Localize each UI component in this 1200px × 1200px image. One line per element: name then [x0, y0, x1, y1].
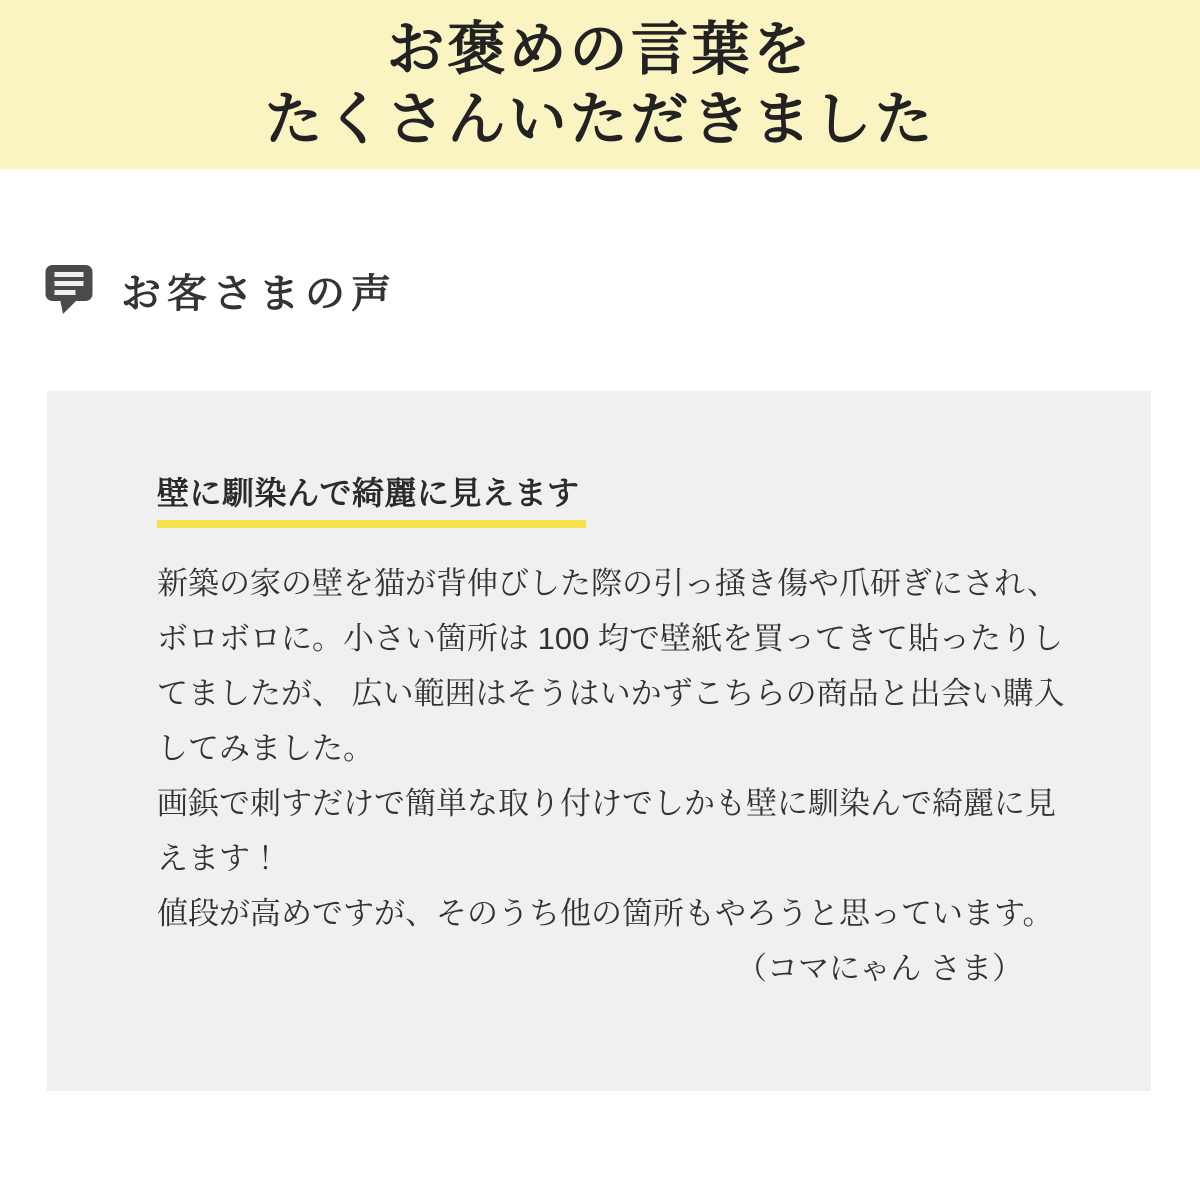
review-title: 壁に馴染んで綺麗に見えます: [157, 475, 586, 528]
review-body-line: えます！: [157, 841, 281, 876]
section-title: お客さまの声: [121, 271, 397, 316]
review-body-line: 画鋲で刺すだけで簡単な取り付けでしかも壁に馴染んで綺麗に見: [157, 786, 1056, 821]
review-card: [47, 391, 1151, 1091]
banner-title-line2: たくさんいただきました: [264, 86, 936, 152]
praise-banner: [0, 0, 1200, 169]
banner-title-line1: お褒めの言葉を: [386, 16, 814, 82]
review-body-line: 値段が高めですが、そのうち他の箇所もやろうと思っています。: [157, 896, 1054, 931]
review-body-line: 新築の家の壁を猫が背伸びした際の引っ掻き傷や爪研ぎにされ、: [157, 566, 1058, 601]
review-body-line: てましたが、 広い範囲はそうはいかずこちらの商品と出会い購入: [157, 676, 1065, 711]
reviewer-name: （コマにゃん さま）: [736, 951, 1023, 986]
speech-bubble-icon: [45, 265, 93, 315]
review-body: [157, 556, 1065, 941]
review-body-line: してみました。: [157, 731, 374, 766]
review-body-line: ボロボロに。小さい箇所は 100 均で壁紙を買ってきて貼ったりし: [157, 621, 1063, 656]
customer-voice-header: [45, 265, 1200, 315]
